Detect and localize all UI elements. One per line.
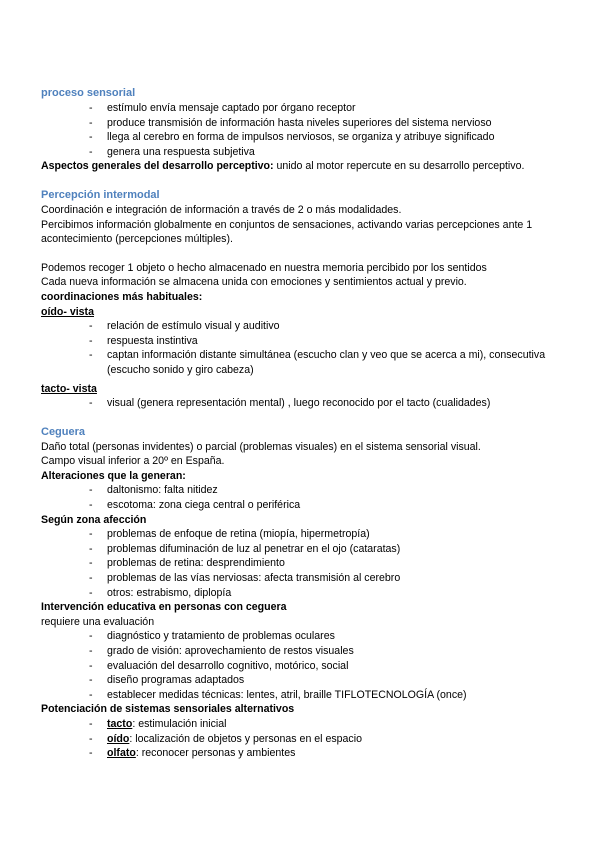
list-item: - produce transmisión de información hasta niveles superiores del sistema nervioso (41, 116, 561, 131)
list-item: - problemas de retina: desprendimiento (41, 556, 561, 571)
alteraciones-heading: Alteraciones que la generan: (41, 469, 186, 482)
oido-vista-list (41, 319, 561, 377)
term: olfato (107, 747, 136, 760)
intervencion-text: requiere una evaluación (41, 615, 155, 628)
alteraciones-list (41, 483, 561, 512)
term-text: : localización de objetos y personas en el espacio (129, 732, 362, 745)
list-item: - visual (genera representación mental) , luego reconocido por el tacto (cualidades) (41, 396, 561, 411)
list-item: - grado de visión: aprovechamiento de restos visuales (41, 644, 561, 659)
proceso-list (41, 101, 561, 159)
list-item: - diseño programas adaptados (41, 673, 561, 688)
list-item: - relación de estímulo visual y auditivo (41, 319, 561, 334)
aspectos-paragraph (41, 159, 561, 174)
potenciacion-list (41, 717, 561, 761)
term: tacto (107, 717, 133, 730)
heading-proceso-sensorial: proceso sensorial (41, 87, 136, 99)
paragraph: Cada nueva información se almacena unida con emociones y sentimientos actual y previo. (41, 276, 467, 289)
paragraph: Campo visual inferior a 20º en España. (41, 455, 225, 468)
list-item: - genera una respuesta subjetiva (41, 145, 561, 160)
potenciacion-heading: Potenciación de sistemas sensoriales alternativos (41, 703, 295, 716)
intervencion-list (41, 629, 561, 702)
list-item: - otros: estrabismo, diplopía (41, 586, 561, 601)
aspectos-label: Aspectos generales del desarrollo perceptivo: (41, 160, 274, 173)
paragraph: Percibimos información globalmente en conjuntos de sensaciones, activando varias percepciones ante 1 acontecimiento (percepciones múltiples). (41, 218, 533, 246)
list-item: - daltonismo: falta nitidez (41, 483, 561, 498)
term-text: : reconocer personas y ambientes (135, 747, 296, 760)
list-item: - evaluación del desarrollo cognitivo, motórico, social (41, 659, 561, 674)
aspectos-text: unido al motor repercute en su desarrollo perceptivo. (273, 160, 525, 173)
term-text: : estimulación inicial (132, 717, 227, 730)
paragraph: Podemos recoger 1 objeto o hecho almacenado en nuestra memoria percibido por los sentidos (41, 261, 487, 274)
paragraph: Daño total (personas invidentes) o parcial (problemas visuales) en el sistema sensorial visual. (41, 440, 481, 453)
list-item: - problemas de las vías nerviosas: afecta transmisión al cerebro (41, 571, 561, 586)
document-page (41, 86, 561, 761)
zona-afeccion-list (41, 527, 561, 600)
oido-vista-heading: oído- vista (41, 305, 94, 318)
list-item: - establecer medidas técnicas: lentes, atril, braille TIFLOTECNOLOGÍA (once) (41, 688, 561, 703)
tacto-vista-heading: tacto- vista (41, 382, 97, 395)
list-item (41, 717, 561, 732)
list-item (41, 732, 561, 747)
heading-ceguera: Ceguera (41, 425, 86, 438)
intervencion-heading: Intervención educativa en personas con ceguera (41, 601, 287, 614)
list-item: - diagnóstico y tratamiento de problemas oculares (41, 629, 561, 644)
list-item: - problemas de enfoque de retina (miopía, hipermetropía) (41, 527, 561, 542)
paragraph: Coordinación e integración de información a través de 2 o más modalidades. (41, 203, 402, 216)
list-item (41, 746, 561, 761)
term: oído (107, 732, 130, 745)
heading-percepcion-intermodal: Percepción intermodal (41, 188, 160, 201)
list-item: - llega al cerebro en forma de impulsos nerviosos, se organiza y atribuye significado (41, 130, 561, 145)
list-item: - respuesta instintiva (41, 334, 561, 349)
tacto-vista-list (41, 396, 561, 411)
list-item: - escotoma: zona ciega central o periférica (41, 498, 561, 513)
zona-afeccion-heading: Según zona afección (41, 513, 147, 526)
list-item: - captan información distante simultánea (escucho clan y veo que se acerca a mi), consecutiva (escucho sonido y giro cabeza) (41, 348, 561, 377)
list-item: - estímulo envía mensaje captado por órgano receptor (41, 101, 561, 116)
coordinaciones-heading: coordinaciones más habituales: (41, 290, 203, 303)
list-item: - problemas difuminación de luz al penetrar en el ojo (cataratas) (41, 542, 561, 557)
